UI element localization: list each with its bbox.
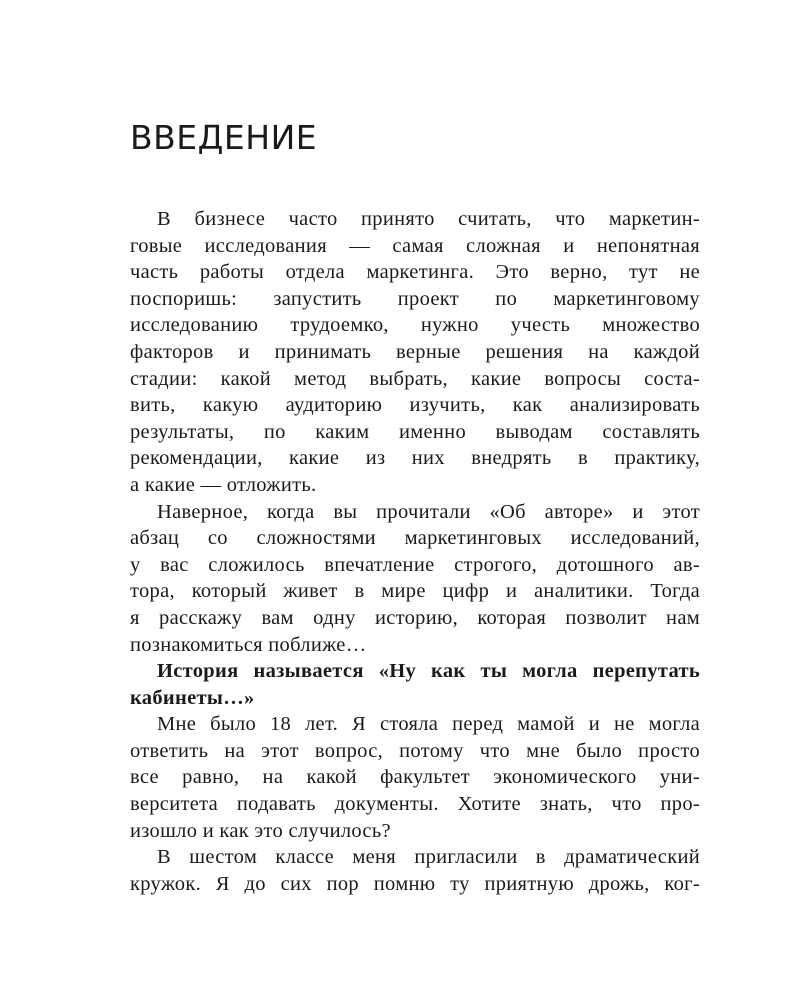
book-page xyxy=(130,0,700,1000)
text-line: В бизнесе часто принято считать, что маркетин- xyxy=(157,208,700,230)
text-line: верситета подавать документы. Хотите знать, что про- xyxy=(130,793,700,816)
story-heading-line: кабинеты…» xyxy=(130,686,255,709)
text-line: я расскажу вам одну историю, которая позволит нам xyxy=(130,606,700,629)
text-line: стадии: какой метод выбрать, какие вопросы соста- xyxy=(130,367,700,390)
text-line: познакомиться поближе… xyxy=(130,633,367,656)
text-line: изошло и как это случилось? xyxy=(130,819,391,842)
text-line: все равно, на какой факультет экономического уни- xyxy=(130,766,700,789)
text-line: результаты, по каким именно выводам составлять xyxy=(130,420,700,443)
text-line: В шестом классе меня пригласили в драматический xyxy=(157,846,700,869)
text-line: вить, какую аудиторию изучить, как анализировать xyxy=(130,394,700,417)
text-line: у вас сложилось впечатление строгого, дотошного ав- xyxy=(130,553,700,576)
text-line: исследованию трудоемко, нужно учесть множество xyxy=(130,314,700,337)
text-line: Мне было 18 лет. Я стояла перед мамой и не могла xyxy=(157,713,700,736)
text-line: тора, который живет в мире цифр и аналитики. Тогда xyxy=(130,580,700,603)
text-line: поспоришь: запустить проект по маркетинговому xyxy=(130,287,700,310)
text-line: абзац со сложностями маркетинговых исследований, xyxy=(130,527,700,550)
text-line: кружок. Я до сих пор помню ту приятную дрожь, ког- xyxy=(130,872,700,895)
text-line: рекомендации, какие из них внедрять в практику, xyxy=(130,447,700,470)
text-line: факторов и принимать верные решения на каждой xyxy=(130,340,700,363)
text-line: ответить на этот вопрос, потому что мне было просто xyxy=(130,739,700,762)
text-line: а какие — отложить. xyxy=(130,473,317,496)
story-heading-line: История называется «Ну как ты могла перепутать xyxy=(157,660,700,683)
text-line: часть работы отдела маркетинга. Это верно, тут не xyxy=(130,261,700,284)
text-line: Наверное, когда вы прочитали «Об авторе» и этот xyxy=(157,500,700,523)
chapter-title: ВВЕДЕНИЕ xyxy=(130,118,318,157)
text-line: говые исследования — самая сложная и непонятная xyxy=(130,234,700,257)
body-text xyxy=(130,206,700,897)
